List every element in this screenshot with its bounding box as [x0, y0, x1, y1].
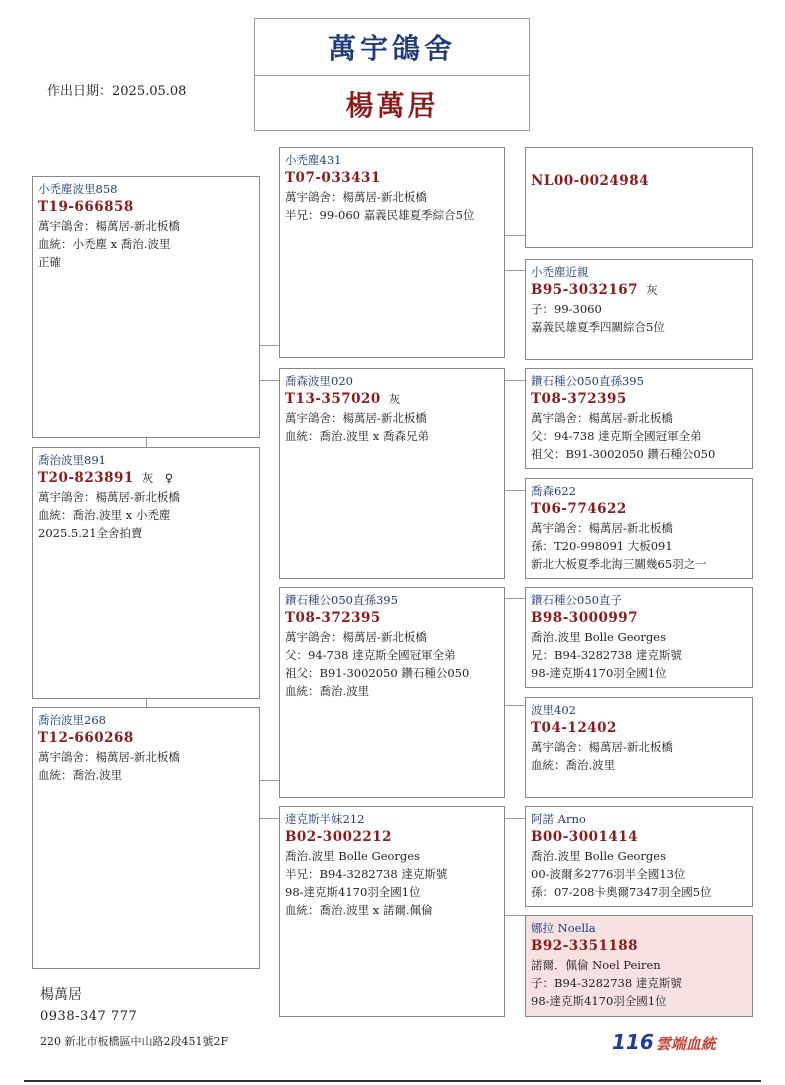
connector [146, 698, 147, 707]
pedigree-card-subject[interactable] [32, 176, 260, 438]
detail-line: 嘉義民雄夏季四關綜合5位 [531, 320, 665, 334]
pigeon-name: 鑽石種公050直孫395 [531, 374, 644, 388]
detail-line: 喬治.波里 Bolle Georges [285, 849, 420, 863]
ring-number-text: T08-372395 [531, 391, 627, 407]
detail-line: 萬宇鴿舍：楊萬居-新北板橋 [531, 521, 673, 535]
ring-number-text: B98-3000997 [531, 610, 639, 626]
detail-line: 諾爾．佩倫 Noel Peiren [531, 958, 661, 972]
pedigree-card-sire[interactable] [279, 147, 505, 358]
detail-line: 血統：喬治.波里 x 小禿塵 [38, 508, 171, 522]
pedigree-card-dam-sire[interactable] [279, 587, 505, 798]
detail-line: 血統：喬治.波里 x 喬森兄弟 [285, 429, 429, 443]
connector [504, 818, 526, 819]
detail-line: 萬宇鴿舍：楊萬居-新北板橋 [531, 740, 673, 754]
ring-number [38, 729, 254, 748]
detail-line: 萬宇鴿舍：楊萬居-新北板橋 [38, 750, 180, 764]
ring-number [531, 500, 747, 519]
connector [146, 437, 147, 447]
pigeon-name: 小禿塵波里858 [38, 182, 118, 196]
logo-text: 雲端血統 [655, 1035, 716, 1053]
detail-line: 子：B94-3282738 達克斯號 [531, 976, 682, 990]
pigeon-name: 波里402 [531, 703, 576, 717]
ring-number [531, 828, 747, 847]
ring-number [531, 609, 747, 628]
ring-number-text: T19-666858 [38, 199, 134, 215]
loft-name: 萬宇鴿舍 [255, 19, 529, 76]
ring-number-text: B92-3351188 [531, 938, 639, 954]
detail-line: 血統：小禿塵 x 喬治.波里 [38, 237, 171, 251]
ring-number [531, 719, 747, 738]
ring-number-text: NL00-0024984 [531, 173, 649, 189]
detail-line: 半兄：99-060 嘉義民雄夏季綜合5位 [285, 208, 475, 222]
connector [504, 598, 526, 599]
detail-line: 萬宇鴿舍：楊萬居-新北板橋 [285, 411, 427, 425]
ring-number-text: T12-660268 [38, 730, 134, 746]
ring-number [531, 390, 747, 409]
ring-number [285, 828, 499, 847]
ring-number-text: B95-3032167 [531, 282, 639, 298]
ring-number [285, 609, 499, 628]
detail-line: 2025.5.21全舍拍賣 [38, 526, 143, 540]
connector [504, 270, 526, 271]
ring-number [38, 198, 254, 217]
pigeon-name: 喬森622 [531, 484, 576, 498]
connector [504, 380, 526, 381]
pedigree-card-gg8[interactable] [525, 915, 753, 1017]
pedigree-card-gg6[interactable] [525, 697, 753, 798]
ring-number [531, 281, 747, 300]
detail-line: 孫：07-208卡奧爾7347羽全國5位 [531, 885, 712, 899]
date-value: 2025.05.08 [112, 84, 187, 99]
pedigree-card-gg3[interactable] [525, 368, 753, 469]
pigeon-name: 喬治波里891 [38, 453, 106, 467]
detail-line: 正確 [38, 255, 61, 269]
detail-line: 萬宇鴿舍：楊萬居-新北板橋 [38, 490, 180, 504]
pedigree-card-sibling[interactable] [32, 447, 260, 699]
detail-line: 祖父：B91-3002050 鑽石種公050 [285, 666, 470, 680]
detail-line: 98-達克斯4170羽全國1位 [531, 666, 667, 680]
cloud-pedigree-logo[interactable] [612, 1030, 716, 1054]
pigeon-name: 小禿塵近親 [531, 265, 589, 279]
bottom-divider [24, 1080, 761, 1082]
pigeon-name: 鑽石種公050直孫395 [285, 593, 398, 607]
pigeon-name: 娜拉 Noella [531, 921, 596, 935]
pedigree-card-dam[interactable] [32, 707, 260, 969]
detail-line: 萬宇鴿舍：楊萬居-新北板橋 [285, 630, 427, 644]
detail-line: 喬治.波里 Bolle Georges [531, 630, 666, 644]
pigeon-name: 喬治波里268 [38, 713, 106, 727]
date-label: 作出日期： [47, 84, 113, 99]
pigeon-name: 達克斯半妹212 [285, 812, 365, 826]
ring-number-text: T07-033431 [285, 170, 381, 186]
detail-line: 萬宇鴿舍：楊萬居-新北板橋 [285, 190, 427, 204]
ring-number [531, 937, 747, 956]
ring-number [531, 172, 747, 191]
footer-address: 220 新北市板橋區中山路2段451號2F [40, 1035, 229, 1048]
detail-line: 孫：T20-998091 大板091 [531, 539, 673, 553]
pigeon-name: 鑽石種公050直子 [531, 593, 622, 607]
footer-owner-name: 楊萬居 [40, 987, 82, 1003]
connector [504, 490, 526, 491]
ring-number-text: B02-3002212 [285, 829, 393, 845]
connector [259, 818, 280, 819]
ring-number-text: B00-3001414 [531, 829, 639, 845]
detail-line: 兄：B94-3282738 達克斯號 [531, 648, 682, 662]
ring-number-text: T20-823891 [38, 470, 134, 486]
detail-line: 98-達克斯4170羽全國1位 [531, 994, 667, 1008]
pedigree-card-gg2[interactable] [525, 259, 753, 360]
color: 灰 [646, 283, 658, 297]
detail-line: 新北大板夏季北海三關幾65羽之一 [531, 557, 707, 571]
connector [259, 345, 280, 346]
ring-number [285, 169, 499, 188]
detail-line: 萬宇鴿舍：楊萬居-新北板橋 [531, 411, 673, 425]
detail-line: 萬宇鴿舍：楊萬居-新北板橋 [38, 219, 180, 233]
detail-line: 祖父：B91-3002050 鑽石種公050 [531, 447, 716, 461]
pedigree-card-dam-dam[interactable] [279, 806, 505, 1017]
detail-line: 血統：喬治.波里 [38, 768, 123, 782]
detail-line: 血統：喬治.波里 x 諾爾.佩倫 [285, 903, 433, 917]
pigeon-name: 阿諾 Arno [531, 812, 586, 826]
pigeon-name: 小禿塵431 [285, 153, 342, 167]
date-line [47, 80, 186, 99]
color-sex: 灰 ♀ [141, 471, 174, 485]
detail-line: 98-達克斯4170羽全國1位 [285, 885, 421, 899]
ring-number-text: T04-12402 [531, 720, 617, 736]
pedigree-card-gg7[interactable] [525, 806, 753, 907]
detail-line: 父：94-738 達克斯全國冠軍全弟 [285, 648, 456, 662]
ring-number-text: T08-372395 [285, 610, 381, 626]
pedigree-card-gg5[interactable] [525, 587, 753, 688]
connector [259, 380, 280, 381]
detail-line: 喬治.波里 Bolle Georges [531, 849, 666, 863]
pedigree-card-sire-dam[interactable] [279, 368, 505, 579]
pedigree-card-gg4[interactable] [525, 478, 753, 579]
ring-number [38, 469, 254, 488]
title-box [254, 18, 530, 131]
connector [504, 915, 526, 916]
connector [504, 235, 526, 236]
ring-number-text: T13-357020 [285, 391, 381, 407]
ring-number-text: T06-774622 [531, 501, 627, 517]
color: 灰 [388, 392, 401, 406]
footer-phone: 0938-347 777 [40, 1009, 138, 1024]
pigeon-name: 喬森波里020 [285, 374, 353, 388]
pedigree-card-gg1[interactable] [525, 147, 753, 248]
connector [504, 705, 526, 706]
ring-number [285, 390, 499, 409]
detail-line: 半兄：B94-3282738 達克斯號 [285, 867, 448, 881]
detail-line: 子：99-3060 [531, 302, 602, 316]
detail-line: 血統：喬治.波里 [531, 758, 616, 772]
connector [259, 780, 280, 781]
owner-name: 楊萬居 [345, 89, 439, 122]
logo-number: 116 [612, 1030, 654, 1054]
detail-line: 父：94-738 達克斯全國冠軍全弟 [531, 429, 702, 443]
detail-line: 00-波爾多2776羽半全國13位 [531, 867, 686, 881]
detail-line: 血統：喬治.波里 [285, 684, 370, 698]
